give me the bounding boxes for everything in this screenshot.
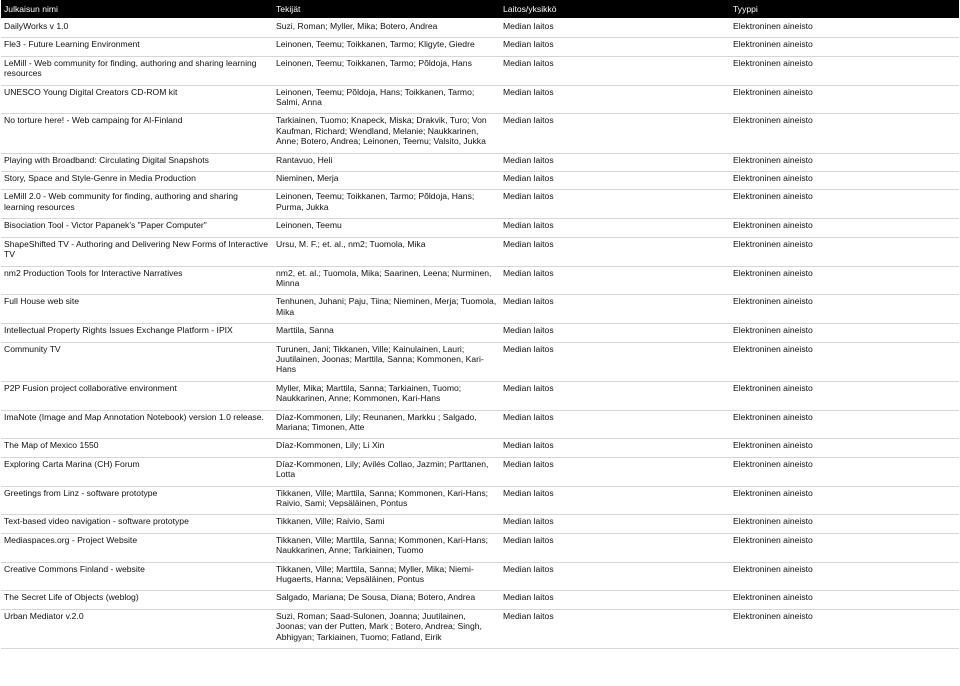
publication-title: ImaNote (Image and Map Annotation Notebook) version 1.0 release. (4, 411, 264, 422)
publication-unit: Median laitos (503, 487, 554, 498)
header-unit: Laitos/yksikkö (500, 0, 730, 18)
publication-unit: Median laitos (503, 610, 554, 621)
table-row (1, 219, 959, 237)
publication-unit: Median laitos (503, 238, 554, 249)
header-authors: Tekijät (273, 0, 500, 18)
publication-title: LeMill - Web community for finding, authoring and sharing learning resources (4, 57, 257, 79)
publication-unit: Median laitos (503, 458, 554, 469)
publication-unit: Median laitos (503, 343, 554, 354)
publication-type: Elektroninen aineisto (733, 267, 813, 278)
publication-title: Story, Space and Style-Genre in Media Production (4, 173, 196, 184)
publication-authors: Tikkanen, Ville; Marttila, Sanna; Myller, Mika; Niemi-Hugaerts, Hanna; Vepsäläinen, Pontus (276, 563, 474, 585)
publication-authors: Leinonen, Teemu; Toikkanen, Tarmo; Põldoja, Hans (276, 57, 472, 68)
publication-title: Creative Commons Finland - website (4, 563, 145, 574)
publication-title: Playing with Broadband: Circulating Digital Snapshots (4, 154, 209, 165)
publication-unit: Median laitos (503, 21, 554, 31)
table-row (1, 515, 959, 533)
publication-title: Full House web site (4, 296, 79, 307)
table-row (1, 153, 959, 171)
table-row (1, 381, 959, 410)
table-row (1, 114, 959, 153)
table-row (1, 324, 959, 342)
publication-authors: Myller, Mika; Marttila, Sanna; Tarkiainen, Tuomo; Naukkarinen, Anne; Kommonen, Kari-Hans (276, 382, 462, 404)
publication-authors: Salgado, Mariana; De Sousa, Diana; Botero, Andrea (276, 592, 476, 603)
publication-title: Exploring Carta Marina (CH) Forum (4, 458, 140, 469)
header-title: Julkaisun nimi (1, 0, 273, 18)
table-header (1, 0, 959, 18)
table-row (1, 342, 959, 381)
publication-authors: Ursu, M. F.; et. al., nm2; Tuomola, Mika (276, 238, 426, 249)
publication-authors: Tikkanen, Ville; Marttila, Sanna; Kommonen, Kari-Hans; Naukkarinen, Anne; Tarkiainen, Tuomo (276, 534, 489, 556)
publication-title: UNESCO Young Digital Creators CD-ROM kit (4, 86, 178, 97)
table-row (1, 190, 959, 219)
publication-title: Fle3 - Future Learning Environment (4, 39, 140, 50)
table-row (1, 172, 959, 190)
publication-authors: Leinonen, Teemu (276, 220, 342, 231)
publication-unit: Median laitos (503, 325, 554, 336)
publication-type: Elektroninen aineisto (733, 382, 813, 393)
publication-type: Elektroninen aineisto (733, 325, 813, 336)
table-row (1, 18, 959, 38)
table-body (1, 18, 959, 649)
publication-type: Elektroninen aineisto (733, 39, 813, 50)
publication-title: The Map of Mexico 1550 (4, 440, 99, 451)
header-type: Tyyppi (730, 0, 959, 18)
table-row (1, 237, 959, 266)
publication-type: Elektroninen aineisto (733, 296, 813, 307)
publication-title: Community TV (4, 343, 61, 354)
publication-title: Text-based video navigation - software prototype (4, 516, 189, 527)
header-row (1, 0, 959, 18)
table-row (1, 609, 959, 648)
publication-title: ShapeShifted TV - Authoring and Delivering New Forms of Interactive TV (4, 238, 268, 260)
publication-title: Intellectual Property Rights Issues Exchange Platform - IPIX (4, 325, 233, 336)
table-row (1, 38, 959, 56)
publication-type: Elektroninen aineisto (733, 563, 813, 574)
publication-type: Elektroninen aineisto (733, 173, 813, 184)
table-row (1, 56, 959, 85)
publication-authors: Rantavuo, Heli (276, 154, 333, 165)
publication-type: Elektroninen aineisto (733, 487, 813, 498)
publication-unit: Median laitos (503, 382, 554, 393)
publication-unit: Median laitos (503, 154, 554, 165)
publication-type: Elektroninen aineisto (733, 343, 813, 354)
publication-unit: Median laitos (503, 440, 554, 451)
publication-unit: Median laitos (503, 86, 554, 97)
publication-type: Elektroninen aineisto (733, 86, 813, 97)
publication-title: nm2 Production Tools for Interactive Narratives (4, 267, 183, 278)
publication-authors: Suzi, Roman; Myller, Mika; Botero, Andrea (276, 21, 438, 31)
publication-unit: Median laitos (503, 173, 554, 184)
publication-unit: Median laitos (503, 516, 554, 527)
publication-authors: Díaz-Kommonen, Lily; Avilés Collao, Jazmin; Parttanen, Lotta (276, 458, 489, 480)
publication-unit: Median laitos (503, 534, 554, 545)
table-row (1, 486, 959, 515)
publication-type: Elektroninen aineisto (733, 516, 813, 527)
publication-type: Elektroninen aineisto (733, 220, 813, 231)
publication-authors: Marttila, Sanna (276, 325, 334, 336)
publication-unit: Median laitos (503, 191, 554, 202)
publication-title: Greetings from Linz - software prototype (4, 487, 158, 498)
publication-authors: Leinonen, Teemu; Põldoja, Hans; Toikkanen, Tarmo; Salmi, Anna (276, 86, 475, 108)
publication-authors: Díaz-Kommonen, Lily; Li Xin (276, 440, 385, 451)
publication-unit: Median laitos (503, 39, 554, 50)
table-row (1, 85, 959, 114)
publication-type: Elektroninen aineisto (733, 610, 813, 621)
table-row (1, 562, 959, 591)
publication-title: P2P Fusion project collaborative environment (4, 382, 177, 393)
publication-authors: Díaz-Kommonen, Lily; Reunanen, Markku ; Salgado, Mariana; Timonen, Atte (276, 411, 477, 432)
publication-authors: Tikkanen, Ville; Marttila, Sanna; Kommonen, Kari-Hans; Raivio, Sami; Vepsäläinen, Pontus (276, 487, 489, 508)
table-row (1, 439, 959, 457)
publication-type: Elektroninen aineisto (733, 115, 813, 126)
publication-authors: Tarkiainen, Tuomo; Knapeck, Miska; Drakvik, Turo; Von Kaufman, Richard; Wendland, Melanie; Naukkarinen, Anne; Botero, Andrea; Leinonen, Teemu; Valsito, Jukka (276, 115, 487, 147)
publication-title: Mediaspaces.org - Project Website (4, 534, 138, 545)
publication-authors: Nieminen, Merja (276, 173, 339, 184)
publication-unit: Median laitos (503, 296, 554, 307)
publication-title: DailyWorks v 1.0 (4, 21, 69, 31)
table-row (1, 266, 959, 295)
publication-type: Elektroninen aineisto (733, 154, 813, 165)
publication-unit: Median laitos (503, 267, 554, 278)
publication-title: No torture here! - Web campaing for AI-Finland (4, 115, 183, 126)
publication-title: Urban Mediator v.2.0 (4, 610, 84, 621)
table-row (1, 457, 959, 486)
publication-authors: Tikkanen, Ville; Raivio, Sami (276, 516, 385, 527)
publication-type: Elektroninen aineisto (733, 592, 813, 603)
publication-unit: Median laitos (503, 220, 554, 231)
publication-type: Elektroninen aineisto (733, 534, 813, 545)
publication-unit: Median laitos (503, 563, 554, 574)
publication-type: Elektroninen aineisto (733, 238, 813, 249)
publication-authors: Leinonen, Teemu; Toikkanen, Tarmo; Kligyte, Giedre (276, 39, 475, 50)
publication-unit: Median laitos (503, 592, 554, 603)
publication-title: Bisociation Tool - Victor Papanek's "Paper Computer" (4, 220, 207, 231)
publication-type: Elektroninen aineisto (733, 411, 813, 422)
table-row (1, 591, 959, 609)
publication-type: Elektroninen aineisto (733, 440, 813, 451)
publication-type: Elektroninen aineisto (733, 191, 813, 202)
publication-unit: Median laitos (503, 57, 554, 68)
publication-type: Elektroninen aineisto (733, 57, 813, 68)
publication-type: Elektroninen aineisto (733, 458, 813, 469)
publication-authors: Leinonen, Teemu; Toikkanen, Tarmo; Põldoja, Hans; Purma, Jukka (276, 191, 475, 212)
publications-table (1, 0, 959, 649)
table-row (1, 295, 959, 324)
publication-title: The Secret Life of Objects (weblog) (4, 592, 139, 603)
publication-authors: Turunen, Jani; Tikkanen, Ville; Kainulainen, Lauri; Juutilainen, Joonas; Marttila, Sanna; Kommonen, Kari-Hans (276, 343, 484, 375)
publication-authors: nm2, et. al.; Tuomola, Mika; Saarinen, Leena; Nurminen, Minna (276, 267, 492, 288)
publication-unit: Median laitos (503, 411, 554, 422)
table-row (1, 410, 959, 439)
publication-unit: Median laitos (503, 115, 554, 126)
publication-type: Elektroninen aineisto (733, 21, 813, 31)
publication-authors: Tenhunen, Juhani; Paju, Tiina; Nieminen, Merja; Tuomola, Mika (276, 296, 497, 317)
publication-authors: Suzi, Roman; Saad-Sulonen, Joanna; Juutilainen, Joonas; van der Putten, Mark ; Botero, Andrea; Singh, Abhigyan; Tarkiainen, Tuomo; Fatland, Eirik (276, 610, 482, 642)
table-row (1, 533, 959, 562)
publication-title: LeMill 2.0 - Web community for finding, authoring and sharing learning resources (4, 191, 238, 212)
